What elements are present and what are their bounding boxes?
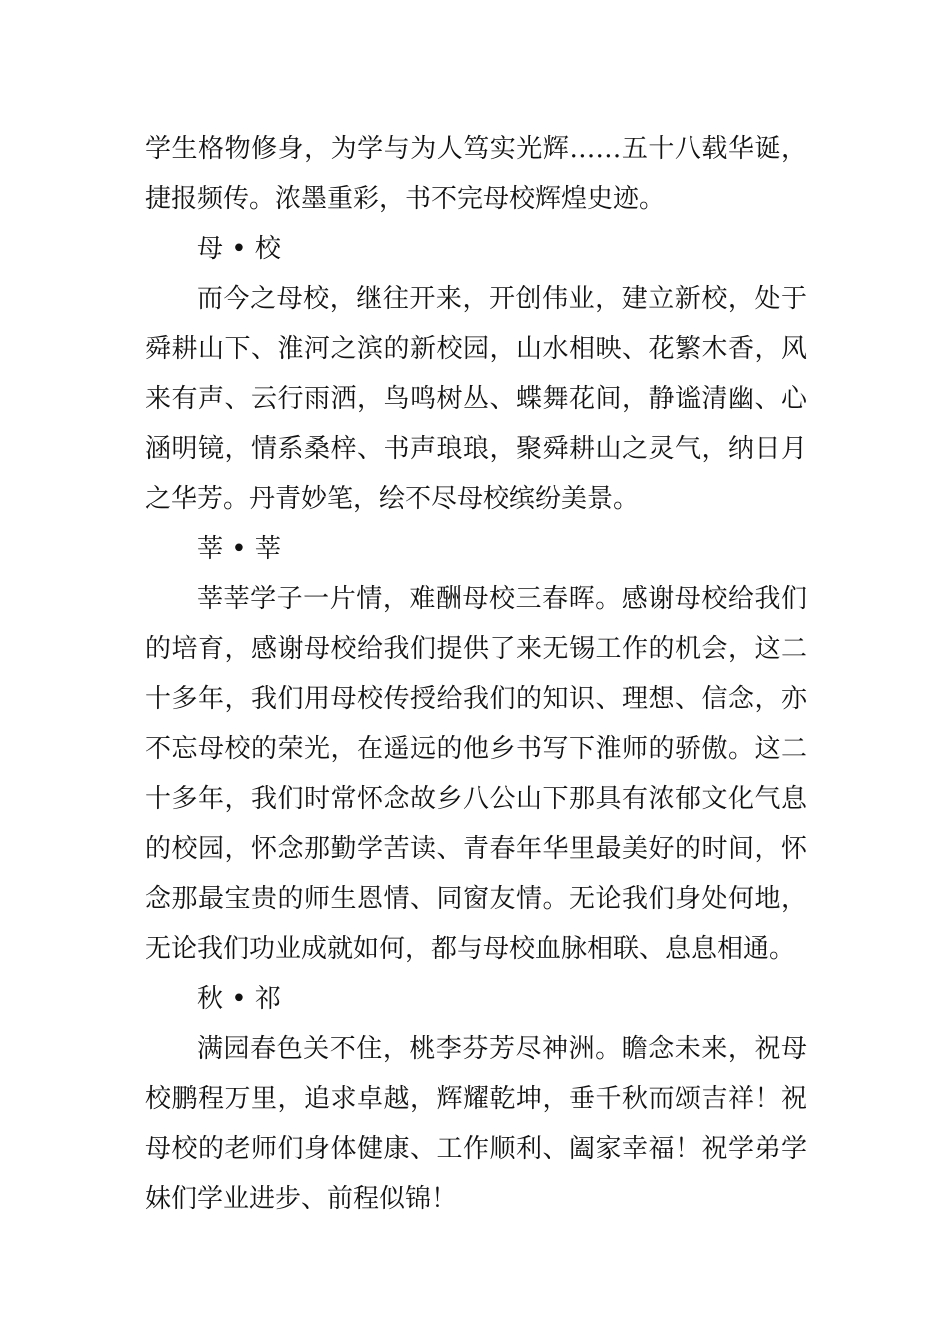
section-heading-shenshen: 莘 • 莘	[197, 534, 281, 564]
section-heading-qiuqi: 秋 • 祁	[197, 984, 281, 1014]
paragraph-gratitude: 莘莘学子一片情，难酬母校三春晖。感谢母校给我们的培育，感谢母校给我们提供了来无锡工作的机会，这二十多年，我们用母校传授给我们的知识、理想、信念，亦不忘母校的荣光，在遥远的他乡书写下淮师的骄傲。这二十多年，我们时常怀念故乡八公山下那具有浓郁文化气息的校园，怀念那勤学苦读、青春年华里最美好的时间，怀念那最宝贵的师生恩情、同窗友情。无论我们身处何地，无论我们功业成就如何，都与母校血脉相联、息息相通。	[145, 584, 807, 964]
paragraph-intro-continuation: 学生格物修身，为学与为人笃实光辉……五十八载华诞，捷报频传。浓墨重彩，书不完母校辉煌史迹。	[145, 134, 807, 214]
section-heading-muxiao: 母 • 校	[197, 234, 281, 264]
paragraph-wishes: 满园春色关不住，桃李芬芳尽神洲。瞻念未来，祝母校鹏程万里，追求卓越，辉耀乾坤，垂千秋而颂吉祥！祝母校的老师们身体健康、工作顺利、阖家幸福！祝学弟学妹们学业进步、前程似锦！	[145, 1034, 807, 1214]
document-body	[145, 124, 807, 1224]
paragraph-new-campus: 而今之母校，继往开来，开创伟业，建立新校，处于舜耕山下、淮河之滨的新校园，山水相映、花繁木香，风来有声、云行雨洒，鸟鸣树丛、蝶舞花间，静谧清幽、心涵明镜，情系桑梓、书声琅琅，聚舜耕山之灵气，纳日月之华芳。丹青妙笔，绘不尽母校缤纷美景。	[145, 284, 807, 514]
